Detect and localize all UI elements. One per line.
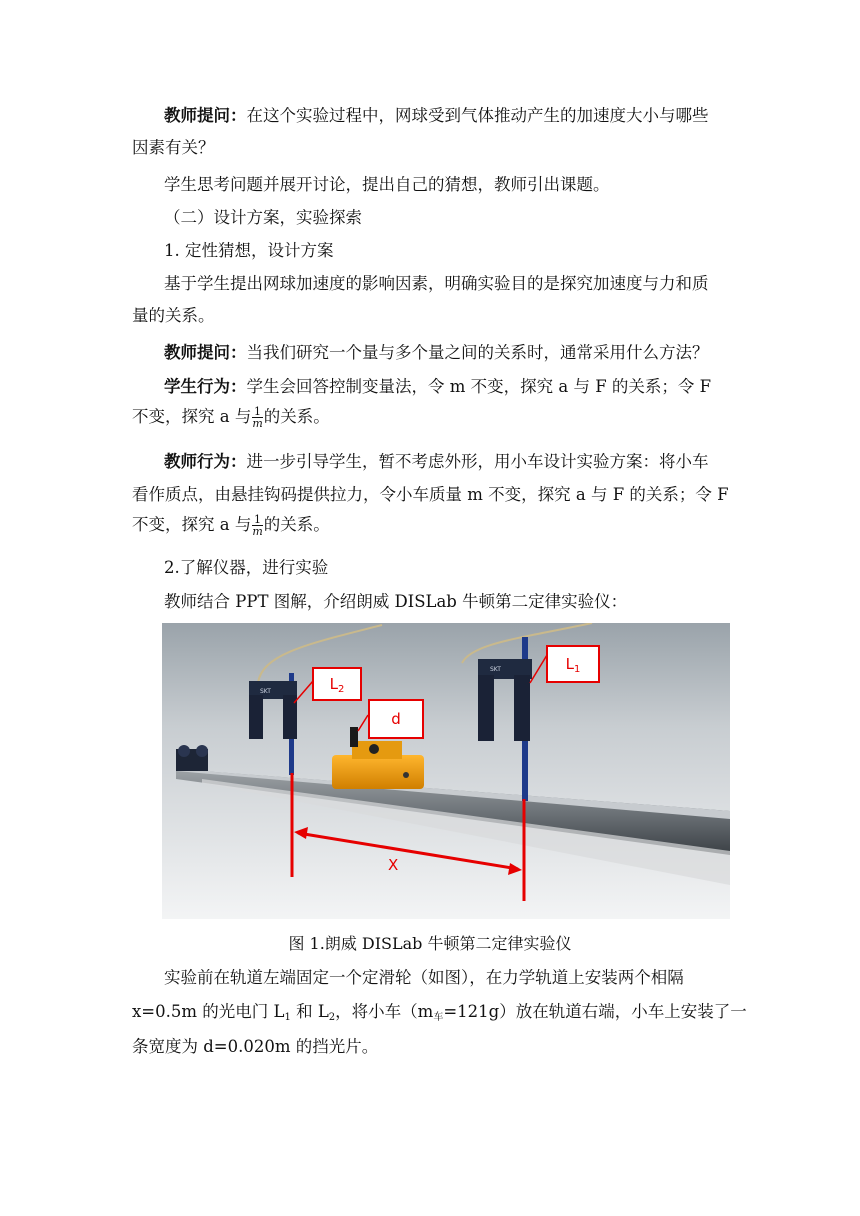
- label-L1: [546, 645, 600, 683]
- paragraph-student-behavior: [164, 375, 732, 399]
- fraction-1-over-m: [252, 406, 262, 429]
- text: 和 L: [290, 1002, 329, 1021]
- figure-newton-second-law-apparatus: [162, 623, 730, 919]
- fraction-denominator: m: [252, 525, 263, 538]
- section-heading: （二）设计方案，实验探索: [164, 208, 362, 227]
- text: 的关系。: [263, 515, 330, 534]
- paragraph-line: [132, 405, 732, 429]
- text: =121g）放在轨道右端，小车上安装了一: [443, 1002, 747, 1021]
- label-student-behavior: 学生行为：: [164, 377, 247, 396]
- paragraph-experiment-goal: 基于学生提出网球加速度的影响因素，明确实验目的是探究加速度与力和质: [164, 274, 709, 293]
- text: ，将小车（m: [335, 1002, 434, 1021]
- light-blocking-flag: [350, 727, 358, 747]
- fraction-numerator: 1: [254, 513, 262, 526]
- paragraph-line: 量的关系。: [132, 306, 215, 325]
- text: 当我们研究一个量与多个量之间的关系时，通常采用什么方法？: [246, 343, 709, 362]
- paragraph-line: [132, 1000, 747, 1030]
- paragraph-student-discussion: 学生思考问题并展开讨论，提出自己的猜想，教师引出课题。: [164, 175, 610, 194]
- paragraph-teacher-behavior: [164, 450, 732, 474]
- label-subscript: 2: [337, 684, 345, 695]
- text: 的关系。: [263, 407, 330, 426]
- paragraph-setup: 实验前在轨道左端固定一个定滑轮（如图），在力学轨道上安装两个相隔: [164, 968, 684, 987]
- fraction-denominator: m: [252, 417, 263, 430]
- paragraph-teacher-question-2: [164, 341, 732, 365]
- apparatus-photo: [162, 623, 730, 919]
- background: [162, 623, 730, 919]
- paragraph-line: 条宽度为 d=0.020m 的挡光片。: [132, 1037, 379, 1056]
- photogate-brand: SKT: [260, 688, 271, 695]
- text: 在这个实验过程中，网球受到气体推动产生的加速度大小与哪些: [246, 106, 709, 125]
- text: 不变，探究 a 与: [132, 407, 252, 426]
- photogate-brand: SKT: [490, 666, 501, 673]
- subsection-heading-2: 2.了解仪器，进行实验: [164, 558, 329, 577]
- label-teacher-question: 教师提问：: [164, 343, 247, 362]
- paragraph-line: 看作质点，由悬挂钩码提供拉力，令小车质量 m 不变，探究 a 与 F 的关系；令 F: [132, 485, 729, 504]
- subscript: 1: [284, 1012, 291, 1023]
- figure-caption: 图 1.朗威 DISLab 牛顿第二定律实验仪: [288, 934, 572, 953]
- label-L2: [312, 667, 362, 701]
- label-text: L: [329, 675, 338, 693]
- label-d: d: [368, 699, 424, 739]
- label-teacher-behavior: 教师行为：: [164, 452, 247, 471]
- paragraph-line: [132, 513, 732, 537]
- subscript: 车: [433, 1012, 444, 1023]
- paragraph-line: 因素有关？: [132, 138, 215, 157]
- text: 不变，探究 a 与: [132, 515, 252, 534]
- text: 进一步引导学生，暂不考虑外形，用小车设计实验方案：将小车: [246, 452, 709, 471]
- fraction-numerator: 1: [254, 405, 262, 418]
- text: x=0.5m 的光电门 L: [132, 1002, 285, 1021]
- fraction-1-over-m: [252, 514, 262, 537]
- label-teacher-question: 教师提问：: [164, 106, 247, 125]
- label-text: L: [565, 655, 574, 673]
- paragraph-intro-figure: 教师结合 PPT 图解，介绍朗威 DISLab 牛顿第二定律实验仪：: [164, 592, 628, 611]
- label-x: X: [388, 856, 399, 874]
- label-subscript: 1: [573, 664, 581, 675]
- paragraph-teacher-question-1: [164, 104, 732, 128]
- subsection-heading: 1. 定性猜想，设计方案: [164, 241, 334, 260]
- text: 学生会回答控制变量法，令 m 不变，探究 a 与 F 的关系；令 F: [246, 377, 712, 396]
- subscript: 2: [328, 1012, 336, 1023]
